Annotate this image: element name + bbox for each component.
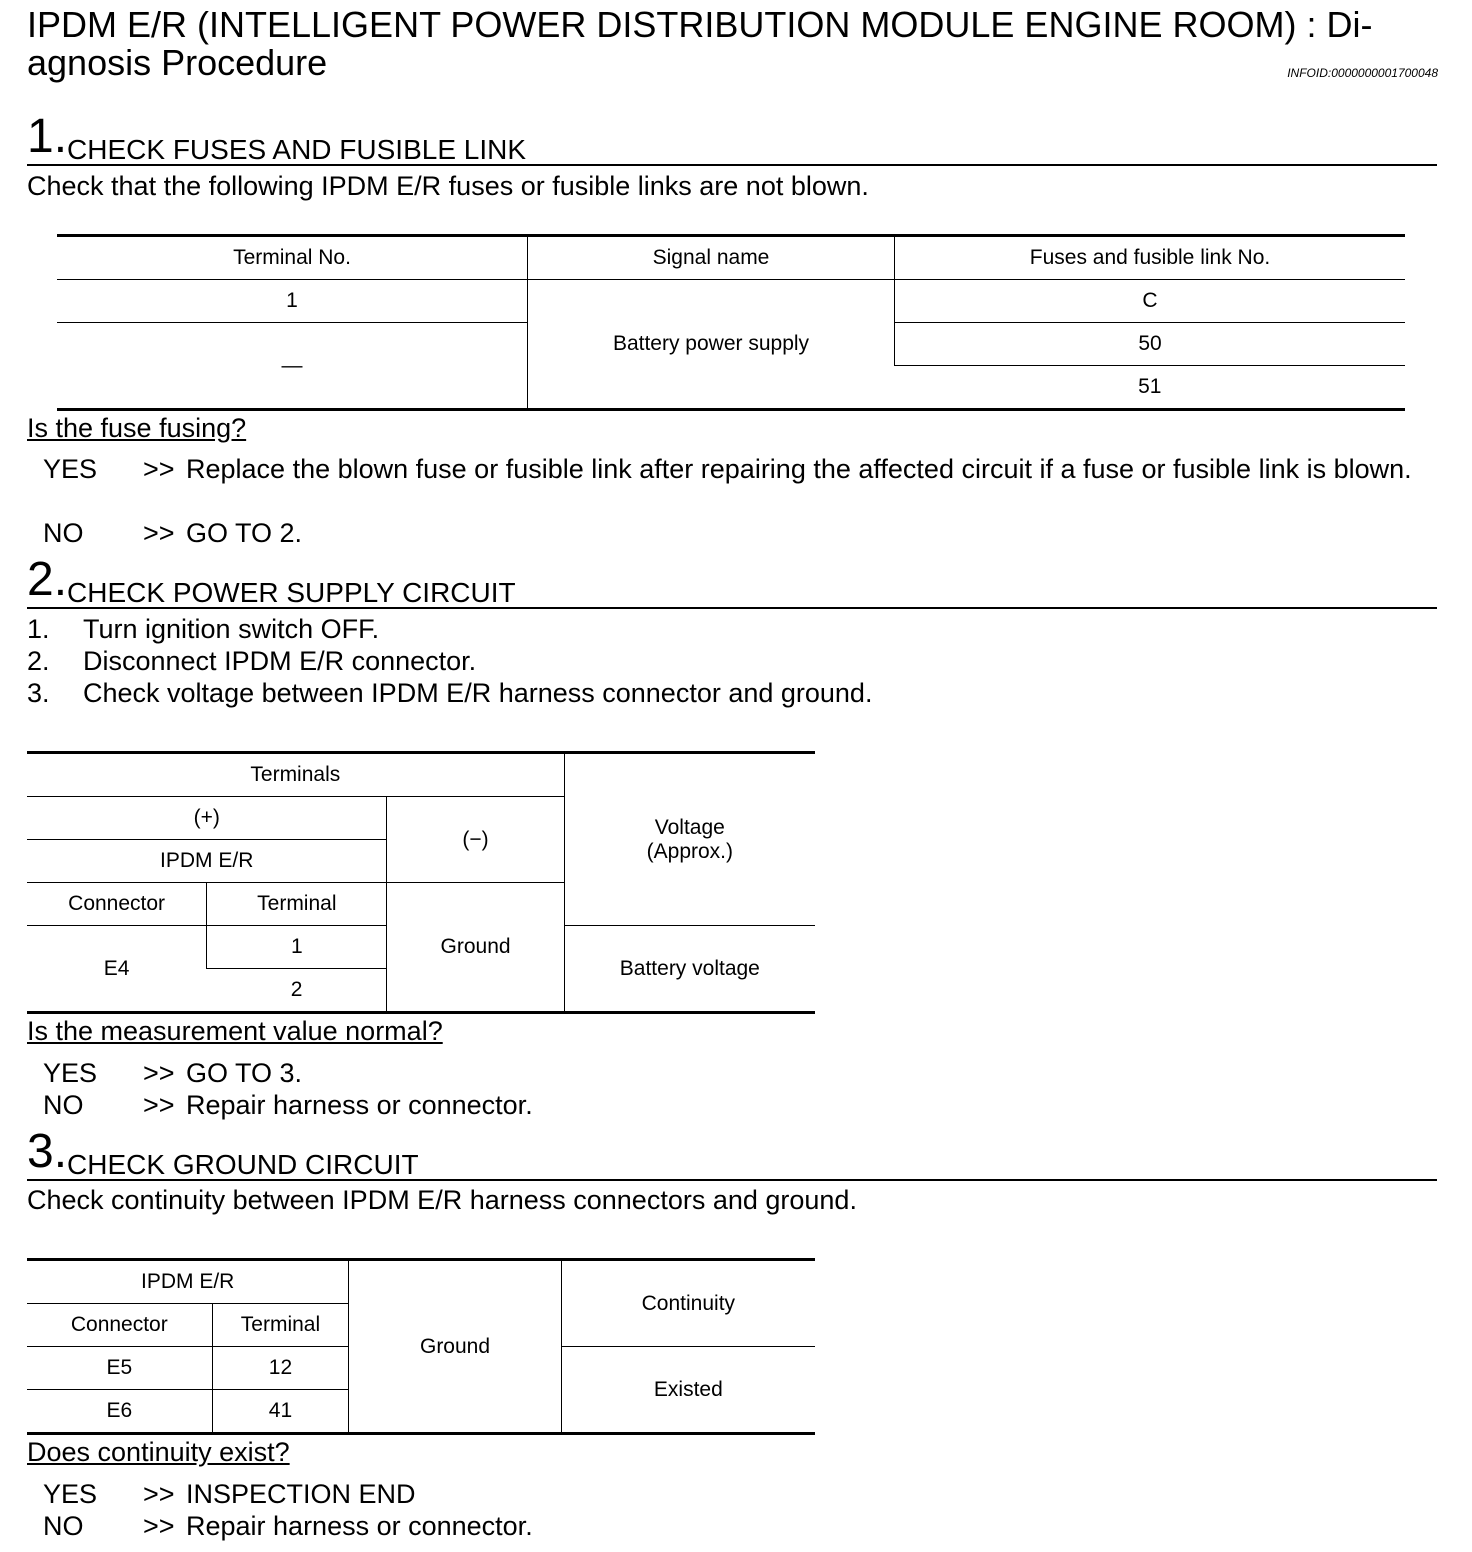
step2-title: CHECK POWER SUPPLY CIRCUIT xyxy=(67,577,516,608)
no-text: GO TO 2. xyxy=(186,518,303,548)
continuity-table xyxy=(27,1258,815,1435)
connector-cell: E4 xyxy=(27,926,207,1013)
step3-instruction: Check continuity between IPDM E/R harness connectors and ground. xyxy=(27,1185,857,1215)
fuse-table xyxy=(57,234,1405,411)
step1-number: 1. xyxy=(27,110,68,163)
arrow: >> xyxy=(143,1511,175,1541)
terminal-cell: 12 xyxy=(212,1347,349,1390)
voltage-cell: Battery voltage xyxy=(564,926,815,1013)
signal-cell: Battery power supply xyxy=(528,280,895,410)
table-row xyxy=(57,280,1405,323)
step1-title: CHECK FUSES AND FUSIBLE LINK xyxy=(67,134,527,165)
list-item: 2. Disconnect IPDM E/R connector. xyxy=(27,646,477,676)
ground-cell: Ground xyxy=(387,883,564,1013)
arrow: >> xyxy=(143,1479,175,1509)
header-signal-name: Signal name xyxy=(528,236,895,280)
header-connector: Connector xyxy=(27,883,207,926)
step2-steps xyxy=(27,613,872,709)
step3-question: Does continuity exist? xyxy=(27,1437,290,1467)
info-id: INFOID:0000000001700048 xyxy=(1287,66,1438,80)
page-title-line1: IPDM E/R (INTELLIGENT POWER DISTRIBUTION MODULE ENGINE ROOM) : Di- xyxy=(27,4,1373,45)
arrow: >> xyxy=(143,518,175,548)
step3-title: CHECK GROUND CIRCUIT xyxy=(67,1149,419,1180)
header-terminal-no: Terminal No. xyxy=(233,246,351,269)
yes-text: Replace the blown fuse or fusible link after repairing the affected circuit if a fuse or fusible link is blown. xyxy=(186,454,1412,484)
page-title xyxy=(27,6,1447,82)
arrow: >> xyxy=(143,1058,175,1088)
header-minus: (−) xyxy=(387,797,564,883)
step2-number: 2. xyxy=(27,553,68,606)
yes-label: YES xyxy=(43,1479,98,1509)
fuse-cell: 50 xyxy=(895,323,1406,366)
table-row xyxy=(27,1260,815,1304)
no-label: NO xyxy=(43,1511,84,1541)
step1-heading xyxy=(27,108,1437,166)
step2-no xyxy=(43,1089,1438,1121)
header-terminal: Terminal xyxy=(207,883,387,926)
table-row xyxy=(57,236,1405,280)
list-item: 1. Turn ignition switch OFF. xyxy=(27,614,380,644)
table-row xyxy=(27,753,815,797)
connector-cell: E5 xyxy=(27,1347,212,1390)
step3-number: 3. xyxy=(27,1125,68,1178)
terminal-cell: 1 xyxy=(57,280,528,323)
no-label: NO xyxy=(43,518,84,548)
list-item: 3. Check voltage between IPDM E/R harness connector and ground. xyxy=(27,678,873,708)
arrow: >> xyxy=(143,1090,175,1120)
header-plus: (+) xyxy=(27,797,387,840)
no-text: Repair harness or connector. xyxy=(186,1511,533,1541)
yes-text: INSPECTION END xyxy=(186,1479,416,1509)
header-continuity: Continuity xyxy=(561,1260,815,1347)
yes-label: YES xyxy=(43,454,98,484)
yes-label: YES xyxy=(43,1058,98,1088)
header-terminals: Terminals xyxy=(250,763,341,786)
header-ipdm: IPDM E/R xyxy=(27,840,387,883)
voltage-table xyxy=(27,751,815,1014)
terminal-cell: 1 xyxy=(207,926,387,969)
step3-yes xyxy=(43,1478,1438,1510)
terminal-cell: 41 xyxy=(212,1390,349,1434)
step1-yes xyxy=(43,453,1438,485)
no-text: Repair harness or connector. xyxy=(186,1090,533,1120)
header-terminal: Terminal xyxy=(212,1304,349,1347)
ground-cell: Ground xyxy=(349,1260,561,1434)
step1-question: Is the fuse fusing? xyxy=(27,413,247,443)
header-voltage: Voltage (Approx.) xyxy=(564,753,815,926)
header-fuses: Fuses and fusible link No. xyxy=(895,236,1406,280)
step2-yes xyxy=(43,1057,1438,1089)
yes-text: GO TO 3. xyxy=(186,1058,303,1088)
no-label: NO xyxy=(43,1090,84,1120)
arrow: >> xyxy=(143,454,175,484)
fuse-cell: 51 xyxy=(895,366,1406,410)
fuse-cell: C xyxy=(895,280,1406,323)
connector-cell: E6 xyxy=(27,1390,212,1434)
page-title-line2: agnosis Procedure xyxy=(27,42,328,83)
terminal-cell: — xyxy=(57,323,528,410)
step1-no xyxy=(43,517,1438,549)
step1-instruction: Check that the following IPDM E/R fuses or fusible links are not blown. xyxy=(27,171,869,201)
step2-question: Is the measurement value normal? xyxy=(27,1016,443,1046)
step3-no xyxy=(43,1510,1438,1542)
terminal-cell: 2 xyxy=(207,969,387,1013)
header-connector: Connector xyxy=(27,1304,212,1347)
step2-heading xyxy=(27,551,1437,609)
existed-cell: Existed xyxy=(561,1347,815,1434)
header-ipdm: IPDM E/R xyxy=(140,1270,235,1293)
step3-heading xyxy=(27,1123,1437,1181)
